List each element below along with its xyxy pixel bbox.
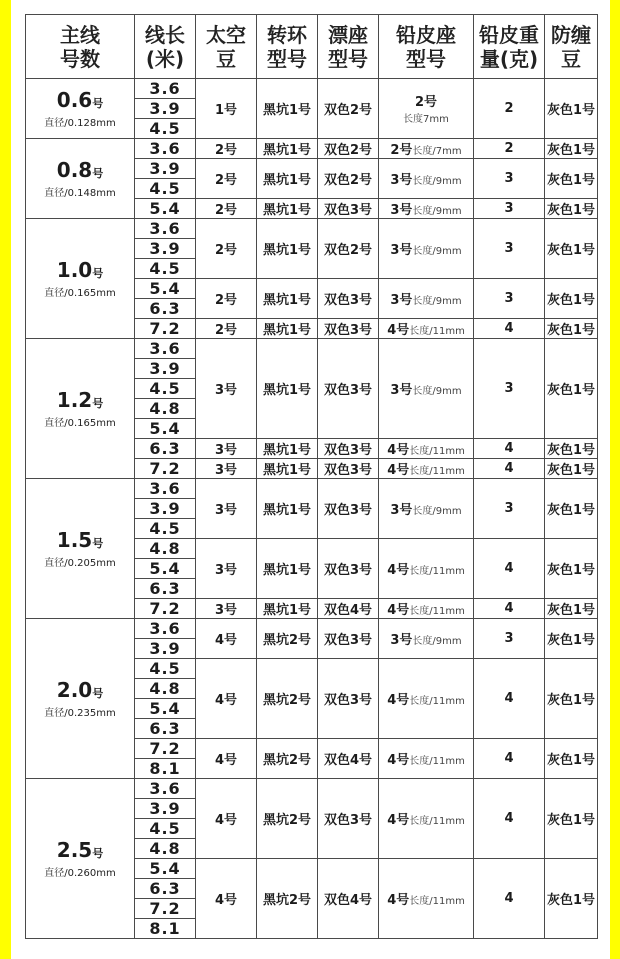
line-length: 6.3 bbox=[135, 879, 196, 899]
line-length: 3.6 bbox=[135, 479, 196, 499]
header-space bbox=[196, 15, 257, 79]
lead-seat-model bbox=[379, 339, 474, 439]
space-bead: 2号 bbox=[196, 219, 257, 279]
line-diameter: 直径/0.128mm bbox=[44, 118, 116, 129]
lead-seat-number: 3号 bbox=[390, 633, 413, 648]
line-length: 6.3 bbox=[135, 299, 196, 319]
line-size-cell bbox=[26, 219, 135, 339]
header-len bbox=[135, 15, 196, 79]
line-length: 3.6 bbox=[135, 619, 196, 639]
line-size-cell bbox=[26, 779, 135, 939]
lead-seat-length: 长度/9mm bbox=[412, 176, 462, 187]
line-size-number: 2.5 bbox=[56, 838, 93, 862]
line-length: 6.3 bbox=[135, 719, 196, 739]
line-length: 8.1 bbox=[135, 759, 196, 779]
line-length: 4.5 bbox=[135, 179, 196, 199]
line-spec-table bbox=[25, 14, 598, 939]
swivel-model: 黑坑1号 bbox=[257, 319, 318, 339]
line-size bbox=[26, 88, 134, 112]
float-seat-model: 双色3号 bbox=[318, 279, 379, 319]
lead-seat-number: 2号 bbox=[390, 143, 413, 158]
anti-tangle-bead: 灰色1号 bbox=[545, 859, 598, 939]
swivel-model: 黑坑1号 bbox=[257, 139, 318, 159]
line-length: 3.9 bbox=[135, 639, 196, 659]
line-size bbox=[26, 838, 134, 862]
anti-tangle-bead: 灰色1号 bbox=[545, 539, 598, 599]
float-seat-model: 双色3号 bbox=[318, 619, 379, 659]
lead-seat-length: 长度/11mm bbox=[409, 816, 465, 827]
space-bead: 3号 bbox=[196, 439, 257, 459]
swivel-model: 黑坑1号 bbox=[257, 219, 318, 279]
anti-tangle-bead: 灰色1号 bbox=[545, 739, 598, 779]
line-size-unit: 号 bbox=[92, 537, 104, 550]
swivel-model: 黑坑1号 bbox=[257, 599, 318, 619]
line-size-cell bbox=[26, 79, 135, 139]
line-size-number: 1.5 bbox=[56, 528, 93, 552]
line-diameter: 直径/0.148mm bbox=[44, 188, 116, 199]
float-seat-model: 双色3号 bbox=[318, 779, 379, 859]
lead-weight: 3 bbox=[474, 339, 545, 439]
header-line: 型号 bbox=[328, 46, 368, 71]
line-length: 6.3 bbox=[135, 439, 196, 459]
space-bead: 1号 bbox=[196, 79, 257, 139]
lead-seat-length: 长度/11mm bbox=[409, 696, 465, 707]
lead-seat-length: 长度/11mm bbox=[409, 446, 465, 457]
lead-weight: 2 bbox=[474, 79, 545, 139]
lead-weight: 4 bbox=[474, 659, 545, 739]
line-length: 3.9 bbox=[135, 99, 196, 119]
line-length: 4.5 bbox=[135, 819, 196, 839]
lead-seat-model bbox=[379, 139, 474, 159]
space-bead: 4号 bbox=[196, 779, 257, 859]
line-size-unit: 号 bbox=[92, 97, 104, 110]
lead-weight: 3 bbox=[474, 159, 545, 199]
lead-seat-length: 长度/9mm bbox=[412, 386, 462, 397]
line-length: 5.4 bbox=[135, 559, 196, 579]
lead-seat-model bbox=[379, 79, 474, 139]
lead-seat-number: 4号 bbox=[387, 753, 410, 768]
lead-seat-model bbox=[379, 479, 474, 539]
line-size bbox=[26, 158, 134, 182]
lead-weight: 3 bbox=[474, 479, 545, 539]
header-lead bbox=[379, 15, 474, 79]
lead-seat-model bbox=[379, 159, 474, 199]
anti-tangle-bead: 灰色1号 bbox=[545, 439, 598, 459]
header-line: 线长 bbox=[145, 22, 185, 47]
table-row bbox=[26, 619, 598, 639]
anti-tangle-bead: 灰色1号 bbox=[545, 619, 598, 659]
lead-seat-model bbox=[379, 739, 474, 779]
line-diameter: 直径/0.235mm bbox=[44, 708, 116, 719]
line-size-unit: 号 bbox=[92, 847, 104, 860]
swivel-model: 黑坑1号 bbox=[257, 199, 318, 219]
line-size-number: 1.2 bbox=[56, 388, 93, 412]
lead-seat-length: 长度/11mm bbox=[409, 326, 465, 337]
line-size bbox=[26, 528, 134, 552]
lead-seat-number: 4号 bbox=[387, 443, 410, 458]
swivel-model: 黑坑1号 bbox=[257, 479, 318, 539]
swivel-model: 黑坑1号 bbox=[257, 159, 318, 199]
header-size bbox=[26, 15, 135, 79]
header-line: 转环 bbox=[267, 22, 307, 47]
anti-tangle-bead: 灰色1号 bbox=[545, 459, 598, 479]
swivel-model: 黑坑1号 bbox=[257, 279, 318, 319]
line-length: 5.4 bbox=[135, 199, 196, 219]
float-seat-model: 双色3号 bbox=[318, 459, 379, 479]
line-length: 4.5 bbox=[135, 659, 196, 679]
spec-sheet bbox=[11, 0, 610, 959]
line-length: 3.9 bbox=[135, 159, 196, 179]
line-length: 8.1 bbox=[135, 919, 196, 939]
space-bead: 3号 bbox=[196, 459, 257, 479]
swivel-model: 黑坑1号 bbox=[257, 79, 318, 139]
lead-weight: 2 bbox=[474, 139, 545, 159]
header-line: 豆 bbox=[216, 46, 236, 71]
swivel-model: 黑坑1号 bbox=[257, 539, 318, 599]
lead-seat-number: 2号 bbox=[414, 95, 438, 110]
swivel-model: 黑坑2号 bbox=[257, 739, 318, 779]
header-line: 主线 bbox=[60, 22, 100, 47]
lead-seat-number: 4号 bbox=[387, 323, 410, 338]
lead-seat-length: 长度/11mm bbox=[409, 466, 465, 477]
space-bead: 4号 bbox=[196, 659, 257, 739]
line-length: 4.8 bbox=[135, 839, 196, 859]
lead-seat-number: 4号 bbox=[387, 693, 410, 708]
table-row bbox=[26, 219, 598, 239]
line-diameter: 直径/0.165mm bbox=[44, 418, 116, 429]
line-length: 3.6 bbox=[135, 79, 196, 99]
lead-weight: 3 bbox=[474, 619, 545, 659]
anti-tangle-bead: 灰色1号 bbox=[545, 339, 598, 439]
space-bead: 3号 bbox=[196, 339, 257, 439]
lead-seat-model bbox=[379, 539, 474, 599]
line-diameter: 直径/0.260mm bbox=[44, 868, 116, 879]
lead-seat-length: 长度/11mm bbox=[409, 566, 465, 577]
line-length: 3.6 bbox=[135, 339, 196, 359]
header-line: 号数 bbox=[60, 46, 100, 71]
line-diameter: 直径/0.165mm bbox=[44, 288, 116, 299]
anti-tangle-bead: 灰色1号 bbox=[545, 159, 598, 199]
line-size bbox=[26, 388, 134, 412]
space-bead: 4号 bbox=[196, 859, 257, 939]
space-bead: 3号 bbox=[196, 479, 257, 539]
anti-tangle-bead: 灰色1号 bbox=[545, 599, 598, 619]
line-length: 4.8 bbox=[135, 679, 196, 699]
line-length: 5.4 bbox=[135, 699, 196, 719]
swivel-model: 黑坑1号 bbox=[257, 439, 318, 459]
line-length: 7.2 bbox=[135, 459, 196, 479]
space-bead: 2号 bbox=[196, 139, 257, 159]
float-seat-model: 双色2号 bbox=[318, 219, 379, 279]
line-length: 4.5 bbox=[135, 119, 196, 139]
lead-seat-number: 3号 bbox=[390, 203, 413, 218]
line-length: 7.2 bbox=[135, 739, 196, 759]
lead-seat-model bbox=[379, 859, 474, 939]
lead-seat-length: 长度/11mm bbox=[409, 606, 465, 617]
float-seat-model: 双色3号 bbox=[318, 339, 379, 439]
line-length: 4.5 bbox=[135, 519, 196, 539]
space-bead: 2号 bbox=[196, 159, 257, 199]
swivel-model: 黑坑2号 bbox=[257, 859, 318, 939]
anti-tangle-bead: 灰色1号 bbox=[545, 319, 598, 339]
header-float bbox=[318, 15, 379, 79]
lead-seat-model bbox=[379, 219, 474, 279]
lead-seat-length: 长度/9mm bbox=[412, 246, 462, 257]
table-row bbox=[26, 139, 598, 159]
space-bead: 2号 bbox=[196, 199, 257, 219]
header-anti bbox=[545, 15, 598, 79]
lead-seat-model bbox=[379, 459, 474, 479]
space-bead: 3号 bbox=[196, 539, 257, 599]
lead-seat-number: 3号 bbox=[390, 503, 413, 518]
lead-seat-number: 3号 bbox=[390, 383, 413, 398]
line-length: 5.4 bbox=[135, 279, 196, 299]
lead-weight: 3 bbox=[474, 199, 545, 219]
header-swivel bbox=[257, 15, 318, 79]
header-line: 太空 bbox=[206, 22, 246, 47]
line-size-number: 2.0 bbox=[56, 678, 93, 702]
lead-seat-model bbox=[379, 439, 474, 459]
lead-seat-model bbox=[379, 319, 474, 339]
swivel-model: 黑坑1号 bbox=[257, 339, 318, 439]
lead-seat-length: 长度/9mm bbox=[412, 636, 462, 647]
lead-seat-number: 4号 bbox=[387, 893, 410, 908]
line-size-number: 1.0 bbox=[56, 258, 93, 282]
lead-seat-model bbox=[379, 199, 474, 219]
space-bead: 4号 bbox=[196, 739, 257, 779]
lead-weight: 3 bbox=[474, 219, 545, 279]
float-seat-model: 双色3号 bbox=[318, 539, 379, 599]
anti-tangle-bead: 灰色1号 bbox=[545, 219, 598, 279]
line-size-cell bbox=[26, 479, 135, 619]
lead-seat-model bbox=[379, 279, 474, 319]
lead-weight: 3 bbox=[474, 279, 545, 319]
lead-seat-number: 4号 bbox=[387, 563, 410, 578]
line-length: 3.6 bbox=[135, 779, 196, 799]
line-size bbox=[26, 678, 134, 702]
lead-seat-length: 长度/9mm bbox=[412, 506, 462, 517]
lead-seat-length: 长度/9mm bbox=[412, 206, 462, 217]
swivel-model: 黑坑1号 bbox=[257, 459, 318, 479]
lead-weight: 4 bbox=[474, 539, 545, 599]
anti-tangle-bead: 灰色1号 bbox=[545, 79, 598, 139]
space-bead: 2号 bbox=[196, 279, 257, 319]
line-size-unit: 号 bbox=[92, 397, 104, 410]
line-length: 7.2 bbox=[135, 599, 196, 619]
table-row bbox=[26, 79, 598, 99]
line-length: 5.4 bbox=[135, 859, 196, 879]
float-seat-model: 双色4号 bbox=[318, 599, 379, 619]
table-row bbox=[26, 779, 598, 799]
float-seat-model: 双色3号 bbox=[318, 319, 379, 339]
line-length: 4.8 bbox=[135, 539, 196, 559]
line-length: 7.2 bbox=[135, 319, 196, 339]
lead-weight: 4 bbox=[474, 739, 545, 779]
line-length: 7.2 bbox=[135, 899, 196, 919]
lead-seat-number: 3号 bbox=[390, 293, 413, 308]
header-line: 漂座 bbox=[328, 22, 368, 47]
float-seat-model: 双色3号 bbox=[318, 199, 379, 219]
lead-weight: 4 bbox=[474, 459, 545, 479]
lead-seat-model bbox=[379, 619, 474, 659]
float-seat-model: 双色2号 bbox=[318, 159, 379, 199]
line-length: 4.5 bbox=[135, 259, 196, 279]
line-diameter: 直径/0.205mm bbox=[44, 558, 116, 569]
lead-seat-number: 3号 bbox=[390, 173, 413, 188]
header-line: 型号 bbox=[267, 46, 307, 71]
line-size-unit: 号 bbox=[92, 167, 104, 180]
space-bead: 2号 bbox=[196, 319, 257, 339]
float-seat-model: 双色3号 bbox=[318, 659, 379, 739]
line-size-number: 0.6 bbox=[56, 88, 93, 112]
line-size-number: 0.8 bbox=[56, 158, 93, 182]
header-line: (米) bbox=[145, 46, 185, 71]
space-bead: 3号 bbox=[196, 599, 257, 619]
anti-tangle-bead: 灰色1号 bbox=[545, 659, 598, 739]
header-wt bbox=[474, 15, 545, 79]
anti-tangle-bead: 灰色1号 bbox=[545, 279, 598, 319]
lead-weight: 4 bbox=[474, 319, 545, 339]
line-size-cell bbox=[26, 619, 135, 779]
table-row bbox=[26, 479, 598, 499]
lead-weight: 4 bbox=[474, 599, 545, 619]
float-seat-model: 双色3号 bbox=[318, 479, 379, 539]
header-row bbox=[26, 15, 598, 79]
header-line: 防缠 bbox=[551, 22, 591, 47]
lead-seat-model bbox=[379, 779, 474, 859]
line-length: 3.6 bbox=[135, 139, 196, 159]
line-length: 4.8 bbox=[135, 399, 196, 419]
lead-weight: 4 bbox=[474, 439, 545, 459]
table-row bbox=[26, 339, 598, 359]
header-line: 量(克) bbox=[479, 46, 539, 71]
lead-seat-length: 长度/9mm bbox=[412, 296, 462, 307]
anti-tangle-bead: 灰色1号 bbox=[545, 139, 598, 159]
line-length: 3.6 bbox=[135, 219, 196, 239]
line-size-cell bbox=[26, 139, 135, 219]
line-size bbox=[26, 258, 134, 282]
lead-seat-length: 长度/11mm bbox=[409, 756, 465, 767]
swivel-model: 黑坑2号 bbox=[257, 779, 318, 859]
line-size-unit: 号 bbox=[92, 267, 104, 280]
lead-seat-number: 4号 bbox=[387, 463, 410, 478]
lead-seat-number: 3号 bbox=[390, 243, 413, 258]
swivel-model: 黑坑2号 bbox=[257, 659, 318, 739]
line-length: 3.9 bbox=[135, 799, 196, 819]
lead-seat-length: 长度/11mm bbox=[409, 896, 465, 907]
float-seat-model: 双色3号 bbox=[318, 439, 379, 459]
float-seat-model: 双色4号 bbox=[318, 859, 379, 939]
line-length: 3.9 bbox=[135, 239, 196, 259]
line-length: 3.9 bbox=[135, 499, 196, 519]
line-length: 3.9 bbox=[135, 359, 196, 379]
lead-seat-number: 4号 bbox=[387, 813, 410, 828]
space-bead: 4号 bbox=[196, 619, 257, 659]
line-size-cell bbox=[26, 339, 135, 479]
lead-seat-length: 长度/7mm bbox=[412, 146, 462, 157]
line-length: 6.3 bbox=[135, 579, 196, 599]
anti-tangle-bead: 灰色1号 bbox=[545, 779, 598, 859]
float-seat-model: 双色2号 bbox=[318, 79, 379, 139]
lead-seat-number: 4号 bbox=[387, 603, 410, 618]
line-size-unit: 号 bbox=[92, 687, 104, 700]
lead-weight: 4 bbox=[474, 779, 545, 859]
float-seat-model: 双色4号 bbox=[318, 739, 379, 779]
anti-tangle-bead: 灰色1号 bbox=[545, 199, 598, 219]
swivel-model: 黑坑2号 bbox=[257, 619, 318, 659]
header-line: 铅皮重 bbox=[479, 22, 539, 47]
float-seat-model: 双色2号 bbox=[318, 139, 379, 159]
header-line: 铅皮座 bbox=[396, 22, 456, 47]
header-line: 豆 bbox=[561, 46, 581, 71]
header-line: 型号 bbox=[406, 46, 446, 71]
line-length: 4.5 bbox=[135, 379, 196, 399]
lead-seat-model bbox=[379, 659, 474, 739]
lead-weight: 4 bbox=[474, 859, 545, 939]
lead-seat-length: 长度7mm bbox=[403, 114, 449, 125]
line-length: 5.4 bbox=[135, 419, 196, 439]
lead-seat-model bbox=[379, 599, 474, 619]
anti-tangle-bead: 灰色1号 bbox=[545, 479, 598, 539]
